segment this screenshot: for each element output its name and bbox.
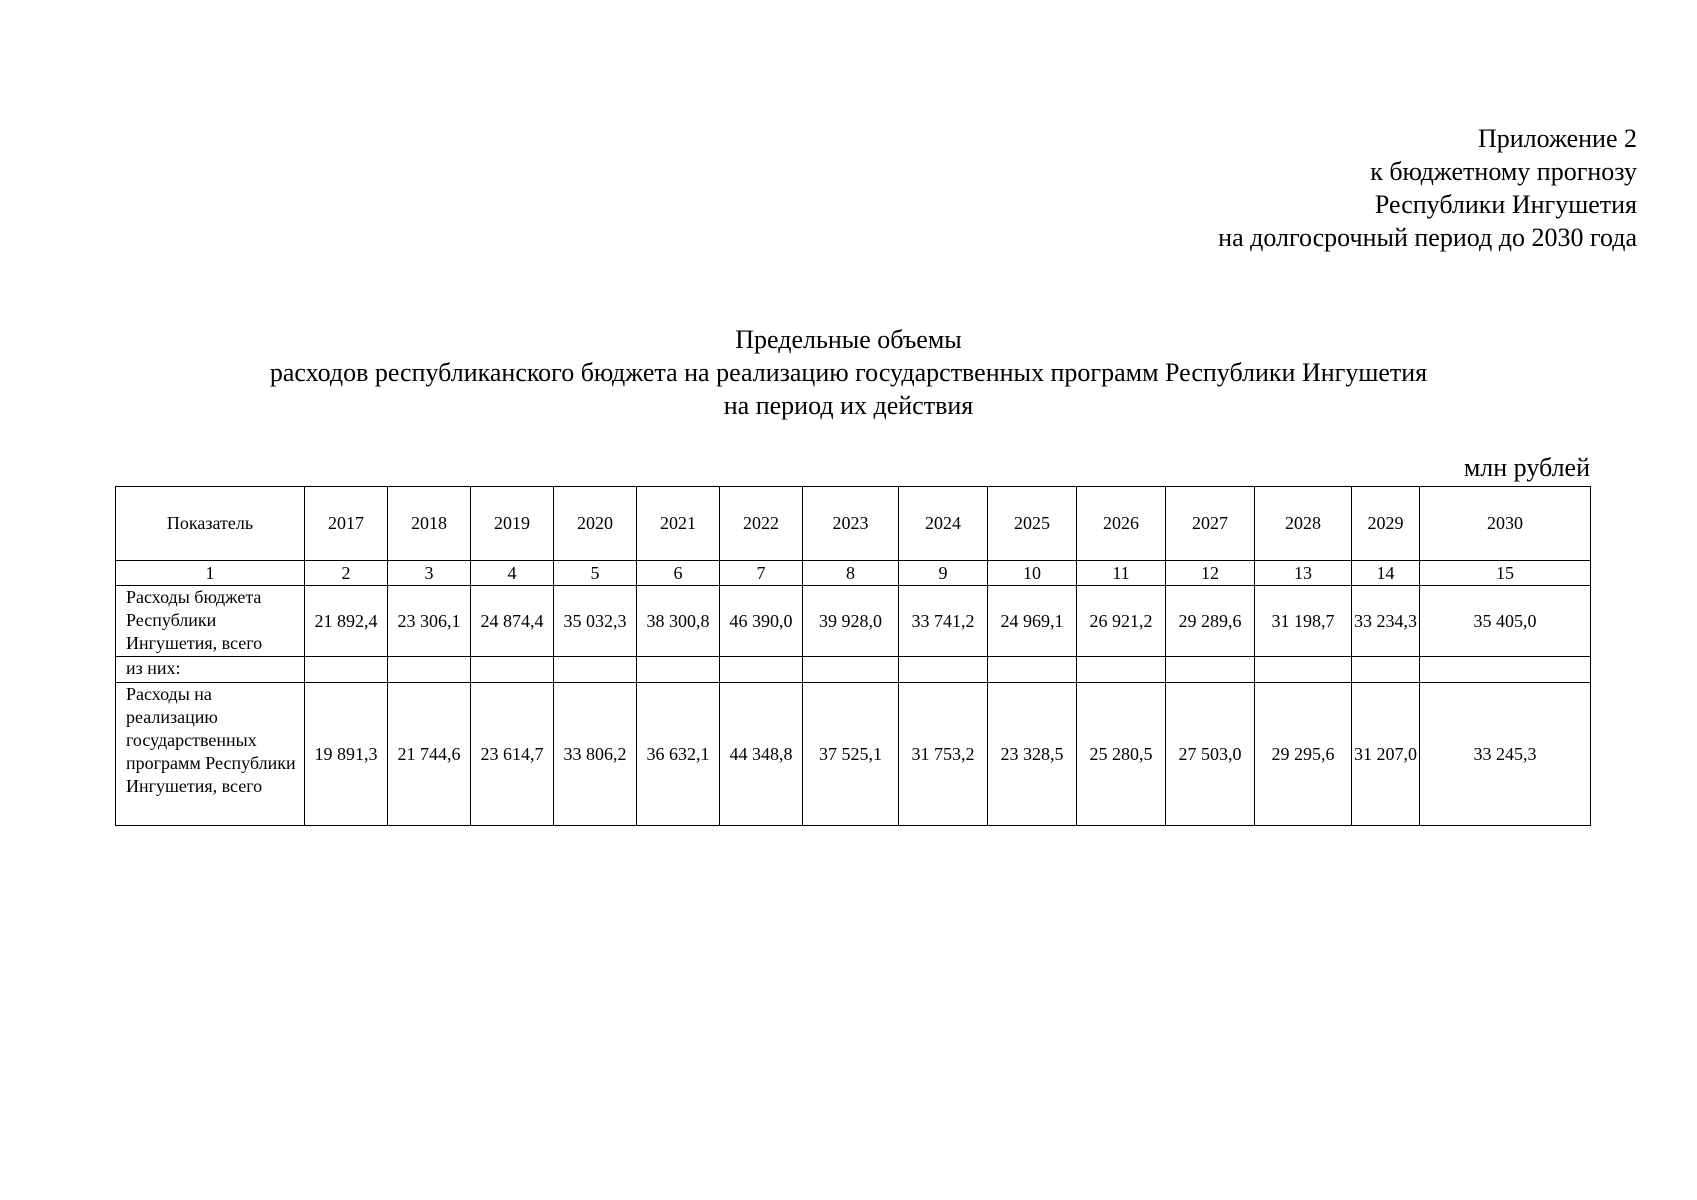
budget-table [115,486,1591,826]
value-cell: 19 891,3 [305,683,388,826]
value-cell [388,657,471,683]
row-label: из них: [116,657,305,683]
value-cell: 21 744,6 [388,683,471,826]
value-cell [554,657,637,683]
header-cell: 2017 [305,487,388,561]
header-cell: 2024 [899,487,988,561]
value-cell: 33 741,2 [899,586,988,657]
value-cell: 24 969,1 [988,586,1077,657]
column-number-cell: 11 [1077,561,1166,586]
value-cell: 46 390,0 [720,586,803,657]
header-cell: 2027 [1166,487,1255,561]
table-row [116,683,1591,826]
table-row [116,586,1591,657]
appendix-block [1218,122,1637,254]
column-number-cell: 14 [1352,561,1420,586]
value-cell [471,657,554,683]
document-title [0,323,1697,422]
value-cell: 27 503,0 [1166,683,1255,826]
header-cell: 2029 [1352,487,1420,561]
value-cell: 24 874,4 [471,586,554,657]
value-cell [1255,657,1352,683]
column-number-cell: 9 [899,561,988,586]
value-cell [1352,657,1420,683]
header-cell: Показатель [116,487,305,561]
appendix-line: к бюджетному прогнозу [1370,157,1637,186]
value-cell [803,657,899,683]
column-number-row [116,561,1591,586]
appendix-line: на долгосрочный период до 2030 года [1218,223,1637,252]
value-cell: 33 234,3 [1352,586,1420,657]
value-cell: 25 280,5 [1077,683,1166,826]
column-number-cell: 12 [1166,561,1255,586]
value-cell: 44 348,8 [720,683,803,826]
header-cell: 2025 [988,487,1077,561]
table-row [116,657,1591,683]
value-cell: 31 198,7 [1255,586,1352,657]
header-cell: 2026 [1077,487,1166,561]
value-cell [899,657,988,683]
value-cell: 23 328,5 [988,683,1077,826]
column-number-cell: 10 [988,561,1077,586]
header-cell: 2019 [471,487,554,561]
value-cell: 39 928,0 [803,586,899,657]
units-label: млн рублей [1463,453,1590,482]
value-cell: 31 207,0 [1352,683,1420,826]
value-cell: 23 306,1 [388,586,471,657]
value-cell [637,657,720,683]
appendix-line: Приложение 2 [1477,124,1637,153]
header-cell: 2018 [388,487,471,561]
header-cell: 2023 [803,487,899,561]
value-cell: 33 806,2 [554,683,637,826]
column-number-cell: 5 [554,561,637,586]
value-cell [305,657,388,683]
value-cell [1166,657,1255,683]
value-cell: 35 405,0 [1420,586,1591,657]
header-cell: 2021 [637,487,720,561]
header-cell: 2020 [554,487,637,561]
column-number-cell: 7 [720,561,803,586]
value-cell [1077,657,1166,683]
title-line: на период их действия [723,391,974,420]
row-label: Расходы на реализацию государственных программ Республики Ингушетия, всего [116,683,305,826]
title-line: расходов республиканского бюджета на реализацию государственных программ Республики Ингушетия [269,358,1428,387]
value-cell: 31 753,2 [899,683,988,826]
value-cell: 23 614,7 [471,683,554,826]
title-line: Предельные объемы [735,325,962,354]
header-cell: 2028 [1255,487,1352,561]
header-cell: 2030 [1420,487,1591,561]
value-cell: 36 632,1 [637,683,720,826]
column-number-cell: 6 [637,561,720,586]
column-number-cell: 2 [305,561,388,586]
value-cell [720,657,803,683]
row-label: Расходы бюджета Республики Ингушетия, всего [116,586,305,657]
value-cell: 29 295,6 [1255,683,1352,826]
column-number-cell: 8 [803,561,899,586]
value-cell: 26 921,2 [1077,586,1166,657]
value-cell [988,657,1077,683]
value-cell: 33 245,3 [1420,683,1591,826]
column-number-cell: 3 [388,561,471,586]
column-number-cell: 13 [1255,561,1352,586]
column-number-cell: 4 [471,561,554,586]
value-cell: 35 032,3 [554,586,637,657]
value-cell: 21 892,4 [305,586,388,657]
value-cell: 37 525,1 [803,683,899,826]
value-cell [1420,657,1591,683]
column-number-cell: 1 [116,561,305,586]
value-cell: 38 300,8 [637,586,720,657]
appendix-line: Республики Ингушетия [1374,190,1637,219]
table-header-row [116,487,1591,561]
value-cell: 29 289,6 [1166,586,1255,657]
header-cell: 2022 [720,487,803,561]
column-number-cell: 15 [1420,561,1591,586]
